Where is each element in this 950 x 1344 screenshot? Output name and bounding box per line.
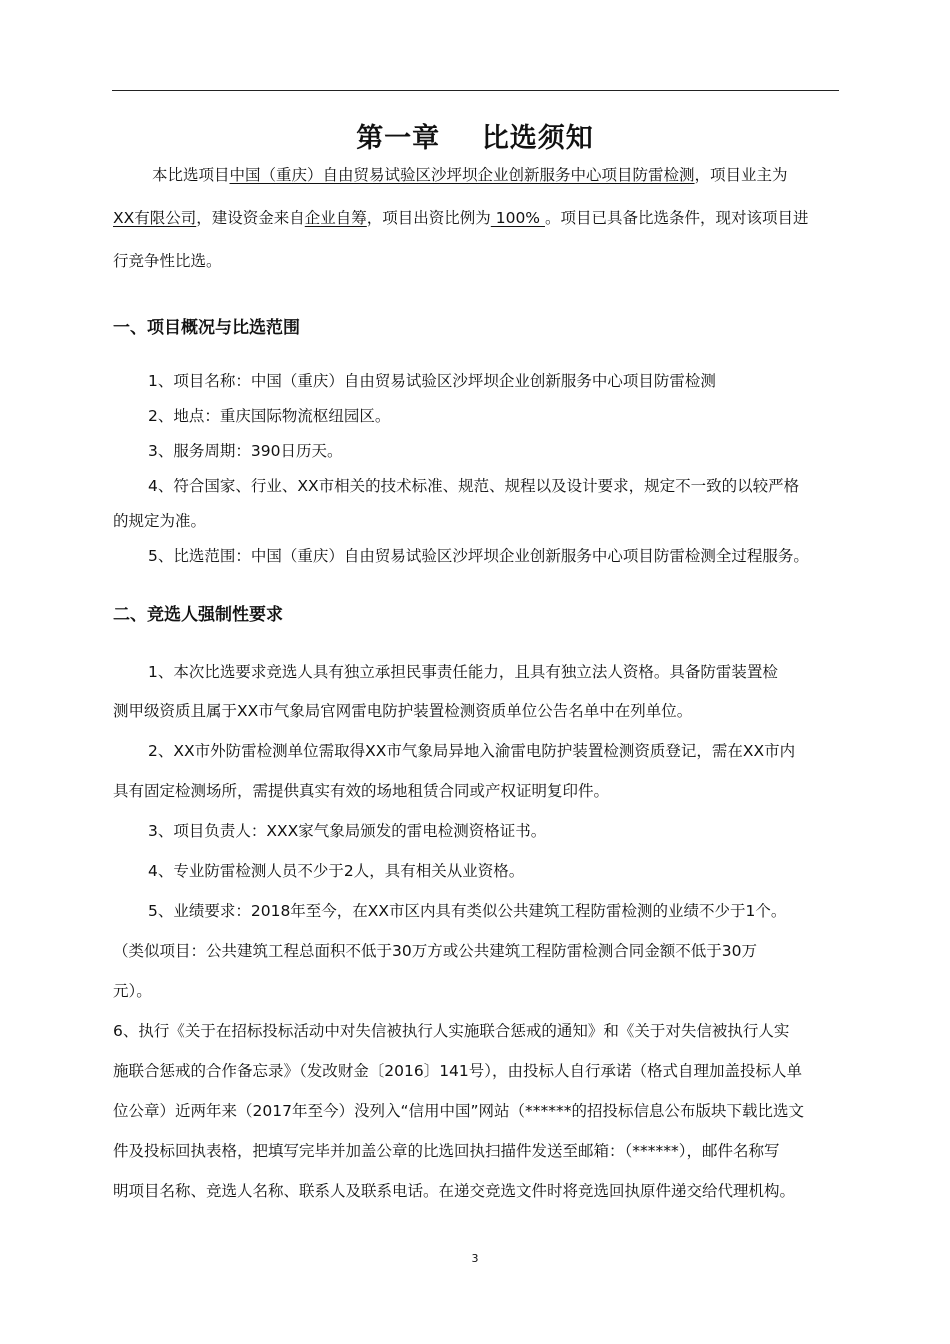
project-name-underlined: 中国（重庆）自由贸易试验区沙坪坝企业创新服务中心项目防雷检测 [229,166,695,184]
chapter-title: 第一章 比选须知 [356,123,594,154]
owner-name-underlined: XX有限公司 [113,209,197,227]
section2-item: 3、项目负责人：XXX家气象局颁发的雷电检测资格证书。 [148,822,547,840]
section2-item: 具有固定检测场所，需提供真实有效的场地租赁合同或产权证明复印件。 [113,782,610,800]
section2-item: 施联合惩戒的合作备忘录》（发改财金〔2016〕141号），由投标人自行承诺（格式自理加盖投标人单 [113,1062,803,1080]
intro-line-3: 行竞争性比选。 [113,252,222,270]
intro-conditions: 。项目已具备比选条件，现对该项目进 [544,209,809,227]
header-rule [112,90,839,91]
section1-item: 的规定为准。 [113,512,207,530]
section2-item: 件及投标回执表格，把填写完毕并加盖公章的比选回执扫描件发送至邮箱：（******），邮件名称写 [113,1142,780,1160]
intro-line-2 [113,208,838,228]
section2-item: 元）。 [113,982,152,1000]
section1-item: 1、项目名称：中国（重庆）自由贸易试验区沙坪坝企业创新服务中心项目防雷检测 [148,372,716,390]
section2-heading: 二、竞选人强制性要求 [113,605,283,625]
section1-heading: 一、项目概况与比选范围 [113,318,300,338]
section2-item: 1、本次比选要求竞选人具有独立承担民事责任能力，且具有独立法人资格。具备防雷装置检 [148,663,778,681]
section2-item: 5、业绩要求：2018年至今，在XX市区内具有类似公共建筑工程防雷检测的业绩不少于1个。 [148,902,787,920]
section1-item: 3、服务周期：390日历天。 [148,442,343,460]
section1-item: 5、比选范围：中国（重庆）自由贸易试验区沙坪坝企业创新服务中心项目防雷检测全过程服务。 [148,547,809,565]
section2-item: 2、XX市外防雷检测单位需取得XX市气象局异地入渝雷电防护装置检测资质登记，需在XX市内 [148,742,796,760]
section2-item: 位公章）近两年来（2017年至今）没列入“信用中国”网站（******的招投标信息公布版块下载比选文 [113,1102,805,1120]
section1-item: 2、地点：重庆国际物流枢纽园区。 [148,407,391,425]
page-number: 3 [471,1252,479,1265]
section2-item: 4、专业防雷检测人员不少于2人，具有相关从业资格。 [148,862,525,880]
intro-prefix: 本比选项目 [152,166,230,184]
intro-fund-label: ，建设资金来自 [196,209,305,227]
fund-source-underlined: 企业自筹 [304,209,367,227]
section2-item: 6、执行《关于在招标投标活动中对失信被执行人实施联合惩戒的通知》和《关于对失信被执行人实 [113,1022,790,1040]
intro-ratio-label: ，项目出资比例为 [366,209,491,227]
intro-line-1 [152,165,838,185]
section2-item: 明项目名称、竞选人名称、联系人及联系电话。在递交竞选文件时将竞选回执原件递交给代理机构。 [113,1182,796,1200]
section1-item: 4、符合国家、行业、XX市相关的技术标准、规范、规程以及设计要求，规定不一致的以较严格 [148,477,800,495]
section2-item: （类似项目：公共建筑工程总面积不低于30万方或公共建筑工程防雷检测合同金额不低于30万 [113,942,757,960]
intro-owner-label: ，项目业主为 [694,166,788,184]
section2-item: 测甲级资质且属于XX市气象局官网雷电防护装置检测资质单位公告名单中在列单位。 [113,702,693,720]
funding-ratio-underlined: 100% [490,209,545,227]
